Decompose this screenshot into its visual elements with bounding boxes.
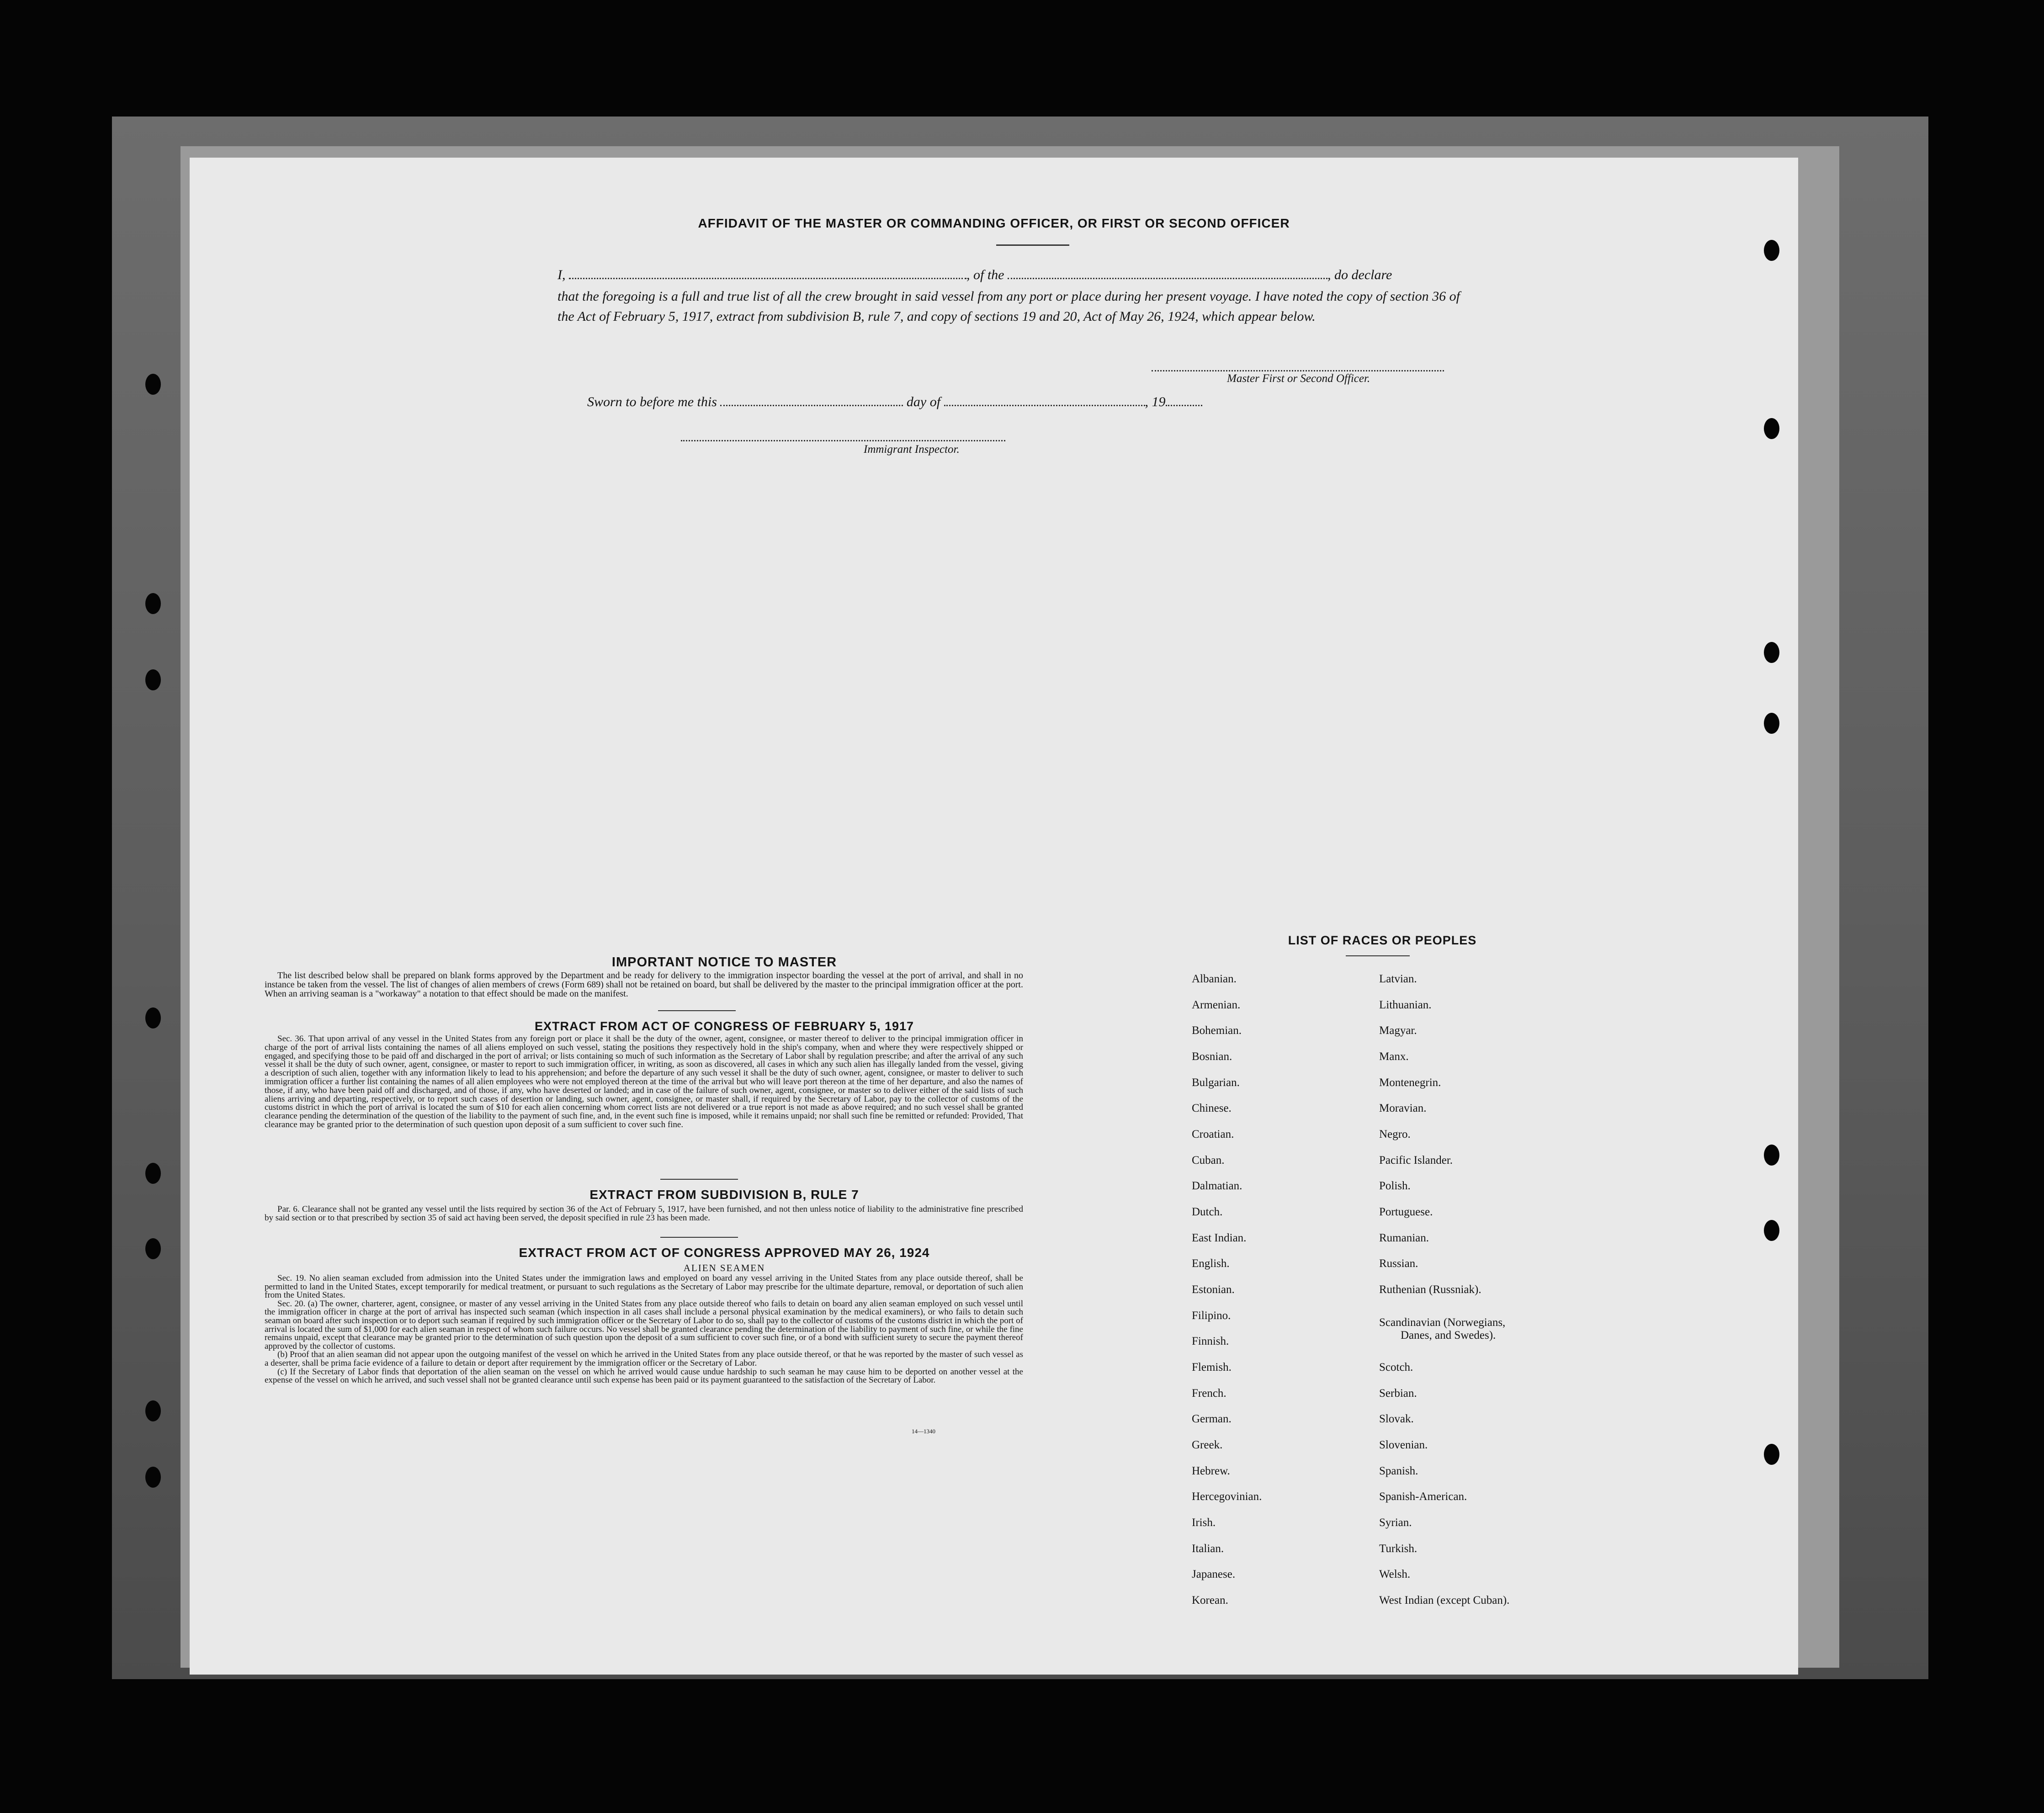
race-item: Turkish. xyxy=(1379,1543,1418,1555)
race-item: Scotch. xyxy=(1379,1361,1413,1373)
extract-1924-text xyxy=(265,1274,1023,1385)
affidavit-of-the: , of the xyxy=(966,267,1004,282)
race-item: Finnish. xyxy=(1192,1335,1229,1347)
race-item: Flemish. xyxy=(1192,1361,1232,1373)
binder-hole xyxy=(145,593,161,614)
race-item: Magyar. xyxy=(1379,1024,1417,1037)
extract-rule7-title: EXTRACT FROM SUBDIVISION B, RULE 7 xyxy=(589,1187,859,1202)
race-item: Italian. xyxy=(1192,1543,1224,1555)
race-item: English. xyxy=(1192,1257,1230,1270)
race-item: Hercegovinian. xyxy=(1192,1490,1262,1503)
binder-hole xyxy=(145,374,161,395)
affidavit-title: AFFIDAVIT OF THE MASTER OR COMMANDING OFFICER, OR FIRST OR SECOND OFFICER xyxy=(698,216,1290,230)
race-item: Bosnian. xyxy=(1192,1050,1232,1063)
binder-hole xyxy=(145,1007,161,1028)
binder-hole xyxy=(145,1467,161,1488)
sworn-month-field[interactable] xyxy=(944,405,1145,406)
extract-rule7-text: Par. 6. Clearance shall not be granted any vessel until the lists required by section 36 of the Act of February 5, 1917, have been furnished, and not then unless notice of liability to the administrative fine prescribed by said section or to that prescribed by section 35 of said act having been served, the deposit specified in rule 23 has been made. xyxy=(265,1204,1023,1223)
race-item: Dalmatian. xyxy=(1192,1180,1242,1192)
race-item: Manx. xyxy=(1379,1050,1409,1063)
binder-hole xyxy=(1764,240,1779,261)
affidavit-body: that the foregoing is a full and true list of all the crew brought in said vessel from any port or place during her present voyage. I have noted the copy of section 36 of the Act of February 5, 1917, extract from subdivision B, rule 7, and copy of sections 19 and 20, Act of May 26, 1924, which appear below. xyxy=(557,289,1460,324)
race-item: Chinese. xyxy=(1192,1102,1232,1114)
race-item: Korean. xyxy=(1192,1594,1228,1606)
race-item: Danes, and Swedes). xyxy=(1401,1329,1496,1341)
sworn-line xyxy=(587,394,1410,410)
sworn-year-field[interactable] xyxy=(1166,405,1202,406)
race-item: Serbian. xyxy=(1379,1387,1417,1400)
race-item: Syrian. xyxy=(1379,1516,1412,1529)
race-item: Dutch. xyxy=(1192,1206,1223,1218)
title-rule xyxy=(996,244,1069,246)
form-page xyxy=(190,158,1798,1675)
race-item: Bulgarian. xyxy=(1192,1076,1240,1089)
race-item: Rumanian. xyxy=(1379,1232,1429,1244)
section-20b-paragraph: (b) Proof that an alien seaman did not appear upon the outgoing manifest of the vessel on which he arrived in the United States from any place outside thereof, or that he was reported by the master of such vessel as a deserter, shall be prima facie evidence of a failure to detain or deport after requirement by the immigration officer or the Secretary of Labor. xyxy=(265,1350,1023,1368)
race-item: Lithuanian. xyxy=(1379,999,1432,1011)
extract-1917-text: Sec. 36. That upon arrival of any vessel in the United States from any foreign port or place it shall be the duty of the owner, agent, consignee, or master thereof to deliver to the principal immigration officer in charge of the port of arrival lists containing the names of all aliens employed on such vessel, stating the positions they respectively hold in the ship's company, when and where they were respectively shipped or engaged, and specifying those to be paid off and discharged in the port of arrival; or lists containing so much of such information as the Secretary of Labor shall by regulation prescribe; and after the arrival of any such vessel it shall be the duty of such owner, agent, consignee, or master to report to such immigration officer, in writing, as soon as discovered, all cases in which any such alien has illegally landed from the vessel, giving a description of such alien, together with any information likely to lead to his apprehension; and before the departure of any such vessel it shall be the duty of such owner, agent, consignee, or master to deliver to such immigration officer a further list containing the names of all alien employees who were not employed thereon at the time of the arrival but who will leave port thereon at the time of her departure, and also the names of those, if any, who have been paid off and discharged, and of those, if any, who have deserted or landed; and in case of the failure of such owner, agent, consignee, or master so to deliver either of the said lists of such aliens arriving and departing, respectively, or to report such cases of desertion or landing, such owner, agent, consignee, or master shall, if required by the Secretary of Labor, pay to the collector of customs of the customs district in which the port of arrival is located the sum of $10 for each alien concerning whom correct lists are not delivered or a true report is not made as above required; and no such vessel shall be granted clearance pending the determination of the question of the liability to the payment of such fine, and, in the event such fine is imposed, while it remains unpaid; nor shall such fine be remitted or refunded: Provided, That clearance may be granted prior to the determination of such question upon deposit of a sum sufficient to cover such fine. xyxy=(265,1034,1023,1129)
sworn-label: Sworn to before me this xyxy=(587,394,717,409)
vessel-name-field[interactable] xyxy=(1008,278,1327,279)
year-label: , 19 xyxy=(1145,394,1166,409)
race-item: Welsh. xyxy=(1379,1568,1411,1580)
officer-name-field[interactable] xyxy=(569,278,966,279)
race-item: Montenegrin. xyxy=(1379,1076,1441,1089)
races-rule xyxy=(1346,955,1410,956)
extract-1924-title: EXTRACT FROM ACT OF CONGRESS APPROVED MAY 26, 1924 xyxy=(519,1246,930,1260)
race-item: Polish. xyxy=(1379,1180,1411,1192)
binder-hole xyxy=(145,1163,161,1184)
signature-label: Master First or Second Officer. xyxy=(1227,372,1370,385)
race-item: Filipino. xyxy=(1192,1309,1231,1322)
race-item: Spanish. xyxy=(1379,1465,1418,1477)
affidavit-i: I, xyxy=(557,267,566,282)
binder-hole xyxy=(1764,713,1779,734)
race-item: Albanian. xyxy=(1192,973,1237,985)
section-rule xyxy=(658,1010,736,1011)
notice-title: IMPORTANT NOTICE TO MASTER xyxy=(611,955,837,970)
alien-seamen-subtitle: ALIEN SEAMEN xyxy=(683,1262,765,1273)
race-item: German. xyxy=(1192,1413,1232,1425)
race-item: Croatian. xyxy=(1192,1128,1234,1140)
race-item: Portuguese. xyxy=(1379,1206,1433,1218)
extract-1917-title: EXTRACT FROM ACT OF CONGRESS OF FEBRUARY 5, 1917 xyxy=(534,1019,914,1033)
binder-hole xyxy=(145,669,161,690)
section-rule xyxy=(660,1179,738,1180)
inspector-label: Immigrant Inspector. xyxy=(864,443,960,456)
race-item: Irish. xyxy=(1192,1516,1216,1529)
race-item: Spanish-American. xyxy=(1379,1490,1467,1503)
section-rule xyxy=(660,1237,738,1238)
race-item: Russian. xyxy=(1379,1257,1418,1270)
race-item: Estonian. xyxy=(1192,1283,1235,1296)
affidavit-do-declare: , do declare xyxy=(1327,267,1392,282)
race-item: Armenian. xyxy=(1192,999,1241,1011)
race-item: French. xyxy=(1192,1387,1226,1400)
race-item: Cuban. xyxy=(1192,1154,1225,1166)
race-item: Pacific Islander. xyxy=(1379,1154,1453,1166)
section-20a-paragraph: Sec. 20. (a) The owner, charterer, agent, consignee, or master of any vessel arriving in the United States from any place outside thereof who fails to detain on board any alien seaman employed on such vessel until the immigration officer in charge at the port of arrival has inspected such seaman (which inspection in all cases shall include a personal physical examination by the medical examiners), or who fails to detain such seaman on board after such inspection or to deport such seaman if required by such immigration officer or the Secretary of Labor to do so, shall pay to the collector of customs of the customs district in which the port of arrival is located the sum of $1,000 for each alien seaman in respect of whom such failure occurs. No vessel shall be granted clearance pending the determination of the liability to payment of such fine, or while the fine remains unpaid, except that clearance may be granted prior to the determination of such question upon the deposit of a sum sufficient to cover such fine, or of a bond with sufficient surety to secure the payment thereof approved by the collector of customs. xyxy=(265,1299,1023,1351)
race-item: Negro. xyxy=(1379,1128,1411,1140)
binder-hole xyxy=(1764,1145,1779,1166)
race-item: Japanese. xyxy=(1192,1568,1236,1580)
day-of-label: day of xyxy=(906,394,941,409)
binder-hole xyxy=(145,1400,161,1421)
race-item: Ruthenian (Russniak). xyxy=(1379,1283,1481,1296)
race-item: East Indian. xyxy=(1192,1232,1247,1244)
section-19-paragraph: Sec. 19. No alien seaman excluded from admission into the United States under the immigration laws and employed on board any vessel arriving in the United States from any place outside thereof, shall be permitted to land in the United States, except temporarily for medical treatment, or pursuant to such regulations as the Secretary of Labor may prescribe for the ultimate departure, removal, or deportation of such alien from the United States. xyxy=(265,1273,1023,1300)
race-item: Scandinavian (Norwegians, xyxy=(1379,1316,1506,1329)
affidavit-declaration-line xyxy=(557,267,1471,283)
race-item: Slovenian. xyxy=(1379,1439,1428,1451)
race-item: Slovak. xyxy=(1379,1413,1414,1425)
race-item: Latvian. xyxy=(1379,973,1417,985)
binder-hole xyxy=(1764,1220,1779,1241)
binder-hole xyxy=(145,1238,161,1259)
race-item: Hebrew. xyxy=(1192,1465,1230,1477)
race-item: Bohemian. xyxy=(1192,1024,1242,1037)
signature-field[interactable] xyxy=(1152,370,1444,371)
section-20c-paragraph: (c) If the Secretary of Labor finds that deportation of the alien seaman on the vessel on which he arrived would cause undue hardship to such seaman he may cause him to be deported on another vessel at the expense of the vessel on which he arrived, and such vessel shall not be granted clearance until such expense has been paid or its payment guaranteed to the satisfaction of the Secretary of Labor. xyxy=(265,1367,1023,1385)
race-item: Moravian. xyxy=(1379,1102,1427,1114)
races-title: LIST OF RACES OR PEOPLES xyxy=(1288,933,1477,947)
race-item: West Indian (except Cuban). xyxy=(1379,1594,1510,1606)
inspector-signature-field[interactable] xyxy=(681,440,1005,441)
binder-hole xyxy=(1764,642,1779,663)
binder-hole xyxy=(1764,418,1779,439)
sworn-day-field[interactable] xyxy=(720,405,903,406)
binder-hole xyxy=(1764,1444,1779,1465)
race-item: Greek. xyxy=(1192,1439,1223,1451)
form-number: 14—1340 xyxy=(912,1428,935,1435)
notice-text: The list described below shall be prepared on blank forms approved by the Department and be ready for delivery to the immigration inspector boarding the vessel at the port of arrival, and shall in no instance be taken from the vessel. The list of changes of alien members of crews (Form 689) shall not be retained on board, but shall be delivered by the master to the principal immigration officer at the port. When an arriving seaman is a "workaway" a notation to that effect should be made on the manifest. xyxy=(265,970,1023,999)
